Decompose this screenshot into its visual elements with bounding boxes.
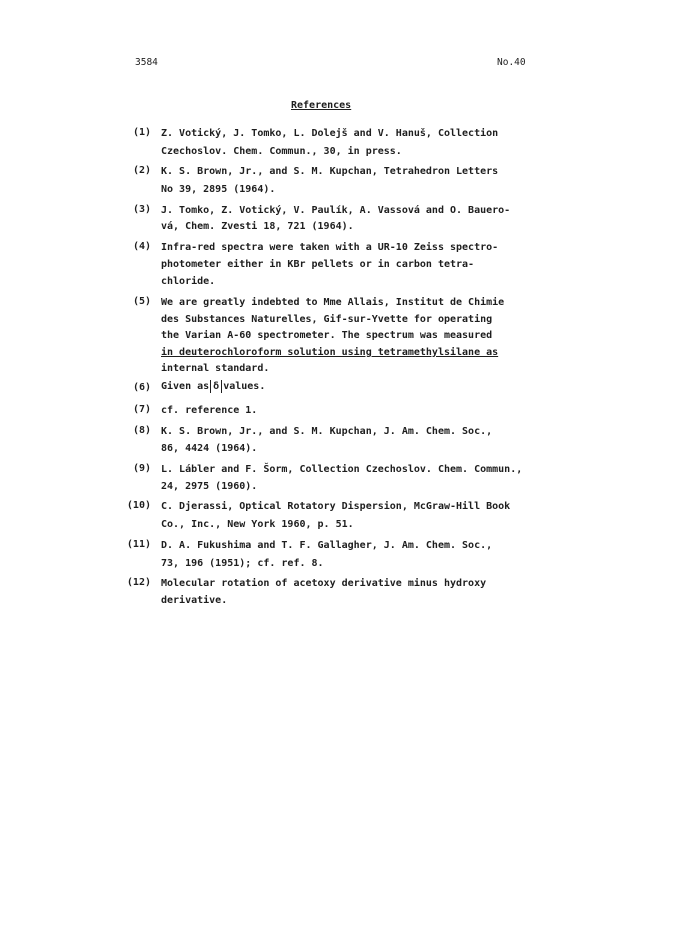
reference-text: K. S. Brown, Jr., and S. M. Kupchan, J. Am. Chem. Soc., bbox=[161, 426, 493, 437]
reference-text-after: values. bbox=[223, 381, 266, 392]
reference-text-before: Given as bbox=[161, 381, 210, 392]
issue-number: No.40 bbox=[497, 57, 526, 68]
reference-text: Czechoslov. Chem. Commun., 30, in press. bbox=[161, 146, 402, 157]
reference-text: internal standard. bbox=[161, 363, 270, 374]
reference-text: 86, 4424 (1964). bbox=[161, 443, 258, 454]
reference-text: C. Djerassi, Optical Rotatory Dispersion, McGraw-Hill Book bbox=[161, 501, 511, 512]
reference-text: We are greatly indebted to Mme Allais, Institut de Chimie bbox=[161, 297, 505, 308]
page-number: 3584 bbox=[135, 57, 158, 68]
delta-symbol: δ bbox=[210, 380, 222, 393]
reference-text: Co., Inc., New York 1960, p. 51. bbox=[161, 519, 354, 530]
reference-text: 73, 196 (1951); cf. ref. 8. bbox=[161, 558, 324, 569]
reference-text: derivative. bbox=[161, 595, 228, 606]
reference-number: (5) bbox=[132, 296, 151, 307]
reference-text: vá, Chem. Zvesti 18, 721 (1964). bbox=[161, 221, 354, 232]
reference-text: the Varian A-60 spectrometer. The spectrum was measured bbox=[161, 330, 493, 341]
reference-number: (3) bbox=[132, 204, 151, 215]
reference-text: K. S. Brown, Jr., and S. M. Kupchan, Tetrahedron Letters bbox=[161, 166, 499, 177]
references-heading: References bbox=[291, 100, 352, 111]
reference-number: (12) bbox=[126, 577, 151, 588]
reference-text: in deuterochloroform solution using tetramethylsilane as bbox=[161, 347, 499, 358]
reference-number: (8) bbox=[132, 425, 151, 436]
reference-text: chloride. bbox=[161, 276, 216, 287]
reference-number: (4) bbox=[132, 241, 151, 252]
reference-text: cf. reference 1. bbox=[161, 405, 258, 416]
reference-text bbox=[161, 380, 265, 393]
reference-number: (9) bbox=[132, 463, 151, 474]
reference-number: (10) bbox=[126, 500, 151, 511]
reference-text: des Substances Naturelles, Gif-sur-Yvette for operating bbox=[161, 314, 493, 325]
reference-number: (1) bbox=[132, 127, 151, 138]
reference-text: Molecular rotation of acetoxy derivative minus hydroxy bbox=[161, 578, 487, 589]
reference-number: (11) bbox=[126, 539, 151, 550]
reference-number: (2) bbox=[132, 165, 151, 176]
reference-text: L. Lábler and F. Šorm, Collection Czechoslov. Chem. Commun., bbox=[161, 464, 523, 475]
reference-text: 24, 2975 (1960). bbox=[161, 481, 258, 492]
reference-text: D. A. Fukushima and T. F. Gallagher, J. Am. Chem. Soc., bbox=[161, 540, 493, 551]
reference-number: (6) bbox=[132, 382, 151, 393]
reference-text: J. Tomko, Z. Votický, V. Paulík, A. Vassová and O. Bauero- bbox=[161, 205, 511, 216]
reference-text: photometer either in KBr pellets or in carbon tetra- bbox=[161, 259, 475, 270]
reference-number: (7) bbox=[132, 404, 151, 415]
reference-text: Z. Votický, J. Tomko, L. Dolejš and V. Hanuš, Collection bbox=[161, 128, 499, 139]
reference-text: No 39, 2895 (1964). bbox=[161, 184, 276, 195]
reference-text: Infra-red spectra were taken with a UR-10 Zeiss spectro- bbox=[161, 242, 499, 253]
